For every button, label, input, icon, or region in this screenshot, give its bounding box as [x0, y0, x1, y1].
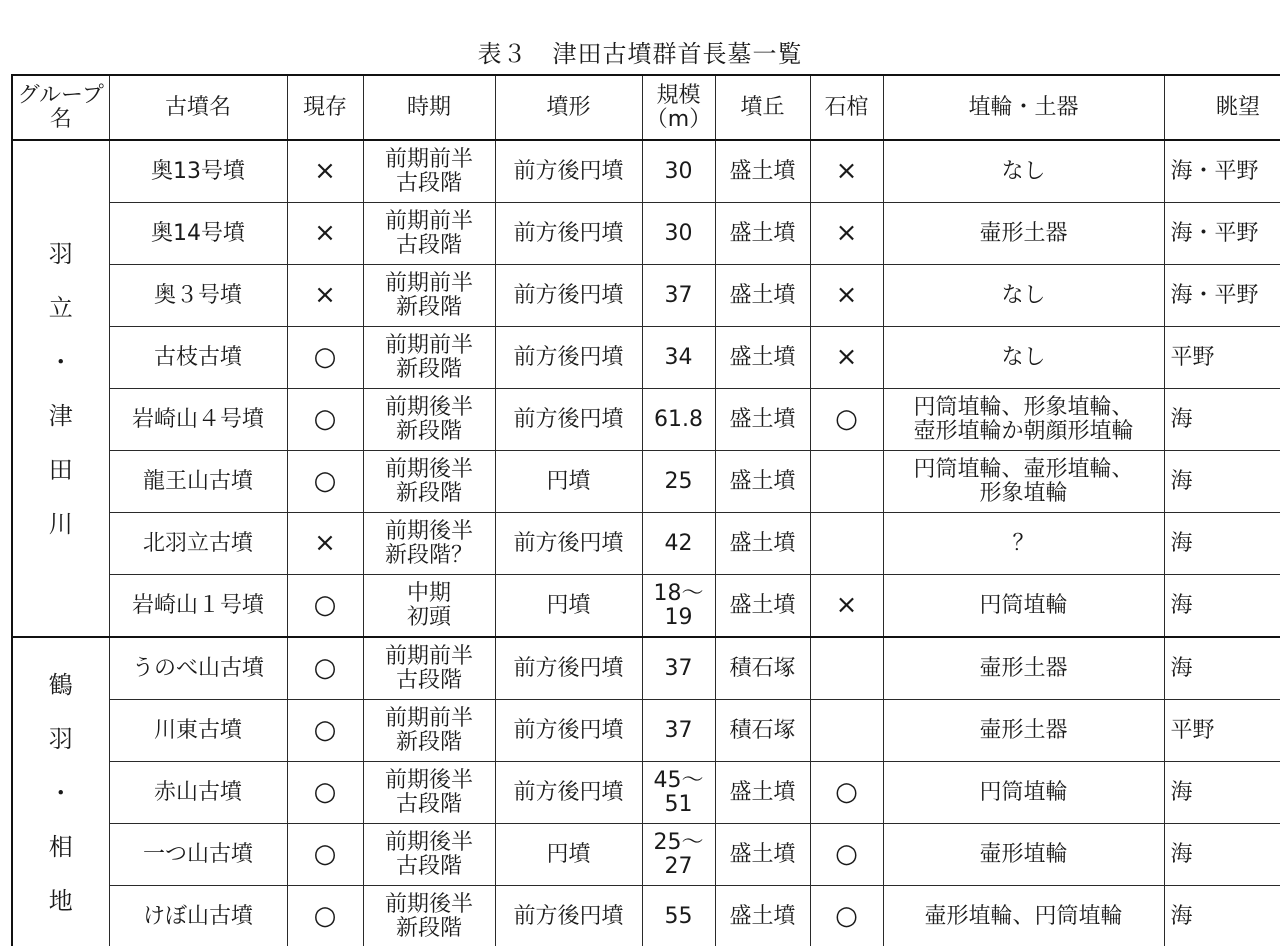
cell-exists: ○: [287, 451, 363, 513]
table-row: [12, 700, 1280, 762]
cell-exists: ×: [287, 203, 363, 265]
cell-view: 海: [1164, 513, 1280, 575]
cell-scale: 37: [642, 700, 715, 762]
cell-shape: 前方後円墳: [495, 513, 642, 575]
table-row: [12, 824, 1280, 886]
cell-scale: 45～ 51: [642, 762, 715, 824]
cell-shape: 前方後円墳: [495, 762, 642, 824]
cell-scale: 37: [642, 265, 715, 327]
cell-period: 前期前半 古段階: [363, 203, 495, 265]
header-exists: 現存: [287, 75, 363, 140]
cell-scale: 34: [642, 327, 715, 389]
cell-tomb-name: 岩崎山４号墳: [109, 389, 287, 451]
cell-scale: 61.8: [642, 389, 715, 451]
group-name-char: 羽: [48, 724, 73, 753]
cell-tomb-name: 川東古墳: [109, 700, 287, 762]
cell-tomb-name: 奥13号墳: [109, 140, 287, 203]
group-name-char: 川: [48, 509, 73, 538]
cell-scale: 55: [642, 886, 715, 947]
cell-tomb-name: けぼ山古墳: [109, 886, 287, 947]
cell-view: 海: [1164, 824, 1280, 886]
cell-coffin: [810, 637, 883, 700]
cell-shape: 円墳: [495, 451, 642, 513]
table-caption: 表３ 津田古墳群首長墓一覧: [477, 40, 803, 68]
group-name-char: ・: [48, 347, 73, 376]
cell-tomb-name: 奥14号墳: [109, 203, 287, 265]
cell-scale: 18～ 19: [642, 575, 715, 638]
cell-scale: 25～ 27: [642, 824, 715, 886]
cell-haniwa: 壷形埴輪: [883, 824, 1164, 886]
cell-haniwa: 壷形土器: [883, 700, 1164, 762]
cell-coffin: [810, 513, 883, 575]
cell-coffin: ×: [810, 575, 883, 638]
cell-haniwa: ？: [883, 513, 1164, 575]
cell-mound: 盛土墳: [715, 575, 810, 638]
cell-coffin: ×: [810, 203, 883, 265]
table-row: [12, 637, 1280, 700]
cell-period: 前期後半 古段階: [363, 762, 495, 824]
group-name-cell: [12, 637, 109, 946]
cell-tomb-name: 龍王山古墳: [109, 451, 287, 513]
cell-exists: ○: [287, 575, 363, 638]
cell-view: 平野: [1164, 327, 1280, 389]
cell-period: 前期後半 古段階: [363, 824, 495, 886]
cell-haniwa: 円筒埴輪: [883, 575, 1164, 638]
group-name-char: 羽: [48, 239, 73, 268]
cell-exists: ○: [287, 762, 363, 824]
cell-period: 前期前半 新段階: [363, 327, 495, 389]
table-row: [12, 265, 1280, 327]
table-row: [12, 762, 1280, 824]
cell-mound: 積石塚: [715, 637, 810, 700]
group-name-char: 鶴: [48, 670, 73, 699]
cell-exists: ○: [287, 327, 363, 389]
cell-haniwa: 円筒埴輪: [883, 762, 1164, 824]
table-row: [12, 389, 1280, 451]
cell-tomb-name: うのべ山古墳: [109, 637, 287, 700]
cell-mound: 盛土墳: [715, 265, 810, 327]
cell-mound: 盛土墳: [715, 140, 810, 203]
kofun-chief-tomb-table: [11, 74, 1280, 946]
cell-coffin: ○: [810, 389, 883, 451]
header-shape: 墳形: [495, 75, 642, 140]
cropped-running-header: [700, 0, 1260, 8]
cell-shape: 前方後円墳: [495, 637, 642, 700]
group-name-char: 相: [48, 832, 73, 861]
group-name-char: ・: [48, 778, 73, 807]
cell-shape: 前方後円墳: [495, 265, 642, 327]
table-row: [12, 886, 1280, 947]
cell-exists: ○: [287, 637, 363, 700]
cell-tomb-name: 奥３号墳: [109, 265, 287, 327]
cell-exists: ×: [287, 140, 363, 203]
cell-tomb-name: 北羽立古墳: [109, 513, 287, 575]
header-row: [12, 75, 1280, 140]
header-period: 時期: [363, 75, 495, 140]
cell-period: 中期 初頭: [363, 575, 495, 638]
table-row: [12, 140, 1280, 203]
cell-shape: 円墳: [495, 824, 642, 886]
cell-shape: 前方後円墳: [495, 327, 642, 389]
cell-mound: 盛土墳: [715, 451, 810, 513]
cell-exists: ○: [287, 700, 363, 762]
group-name-char: 立: [48, 293, 73, 322]
table-row: [12, 327, 1280, 389]
cell-scale: 25: [642, 451, 715, 513]
cell-scale: 37: [642, 637, 715, 700]
cell-tomb-name: 岩崎山１号墳: [109, 575, 287, 638]
table-row: [12, 513, 1280, 575]
table-row: [12, 575, 1280, 638]
cell-tomb-name: 一つ山古墳: [109, 824, 287, 886]
cell-period: 前期前半 新段階: [363, 265, 495, 327]
cell-mound: 積石塚: [715, 700, 810, 762]
cell-coffin: [810, 700, 883, 762]
cell-shape: 前方後円墳: [495, 203, 642, 265]
header-view: 眺望: [1164, 75, 1280, 140]
group-name-char: 津: [48, 401, 73, 430]
cell-view: 海: [1164, 762, 1280, 824]
cell-haniwa: 壷形土器: [883, 637, 1164, 700]
cell-scale: 30: [642, 140, 715, 203]
cell-view: 海: [1164, 886, 1280, 947]
header-mound: 墳丘: [715, 75, 810, 140]
cell-mound: 盛土墳: [715, 513, 810, 575]
cell-period: 前期前半 古段階: [363, 637, 495, 700]
cell-view: 海: [1164, 389, 1280, 451]
cell-haniwa: 壷形埴輪、円筒埴輪: [883, 886, 1164, 947]
cell-period: 前期前半 古段階: [363, 140, 495, 203]
group-name-char: 田: [48, 455, 73, 484]
cell-period: 前期後半 新段階: [363, 389, 495, 451]
table-body: [12, 140, 1280, 946]
header-name: 古墳名: [109, 75, 287, 140]
cell-mound: 盛土墳: [715, 327, 810, 389]
cell-coffin: [810, 451, 883, 513]
cell-view: 海・平野: [1164, 140, 1280, 203]
cell-shape: 円墳: [495, 575, 642, 638]
header-group: グループ名: [12, 75, 109, 140]
cell-exists: ○: [287, 824, 363, 886]
cell-shape: 前方後円墳: [495, 389, 642, 451]
cell-shape: 前方後円墳: [495, 140, 642, 203]
cell-coffin: ×: [810, 327, 883, 389]
cell-coffin: ×: [810, 140, 883, 203]
group-name-char: 地: [48, 886, 73, 915]
cell-haniwa: なし: [883, 265, 1164, 327]
cell-coffin: ○: [810, 762, 883, 824]
cell-mound: 盛土墳: [715, 824, 810, 886]
table-row: [12, 203, 1280, 265]
cell-period: 前期後半 新段階: [363, 451, 495, 513]
cell-period: 前期後半 新段階: [363, 886, 495, 947]
cell-view: 平野: [1164, 700, 1280, 762]
cell-mound: 盛土墳: [715, 886, 810, 947]
cell-scale: 42: [642, 513, 715, 575]
cell-tomb-name: 古枝古墳: [109, 327, 287, 389]
cell-exists: ×: [287, 513, 363, 575]
cell-shape: 前方後円墳: [495, 700, 642, 762]
cell-coffin: ×: [810, 265, 883, 327]
cell-view: 海: [1164, 451, 1280, 513]
cell-mound: 盛土墳: [715, 203, 810, 265]
header-haniwa: 埴輪・土器: [883, 75, 1164, 140]
cell-coffin: ○: [810, 886, 883, 947]
cell-haniwa: 円筒埴輪、形象埴輪、 壺形埴輪か朝顔形埴輪: [883, 389, 1164, 451]
cell-period: 前期前半 新段階: [363, 700, 495, 762]
header-scale: 規模（m）: [642, 75, 715, 140]
cell-haniwa: 壷形土器: [883, 203, 1164, 265]
cell-exists: ○: [287, 389, 363, 451]
cell-view: 海・平野: [1164, 265, 1280, 327]
cell-exists: ×: [287, 265, 363, 327]
cell-view: 海・平野: [1164, 203, 1280, 265]
cell-haniwa: 円筒埴輪、壷形埴輪、 形象埴輪: [883, 451, 1164, 513]
cell-mound: 盛土墳: [715, 389, 810, 451]
cell-mound: 盛土墳: [715, 762, 810, 824]
group-name-cell: [12, 140, 109, 637]
cell-haniwa: なし: [883, 327, 1164, 389]
cell-coffin: ○: [810, 824, 883, 886]
cell-shape: 前方後円墳: [495, 886, 642, 947]
cell-haniwa: なし: [883, 140, 1164, 203]
kofun-table-container: [11, 74, 1280, 946]
cell-tomb-name: 赤山古墳: [109, 762, 287, 824]
cell-scale: 30: [642, 203, 715, 265]
cell-view: 海: [1164, 575, 1280, 638]
cell-period: 前期後半 新段階？: [363, 513, 495, 575]
table-row: [12, 451, 1280, 513]
header-coffin: 石棺: [810, 75, 883, 140]
cell-view: 海: [1164, 637, 1280, 700]
cell-exists: ○: [287, 886, 363, 947]
